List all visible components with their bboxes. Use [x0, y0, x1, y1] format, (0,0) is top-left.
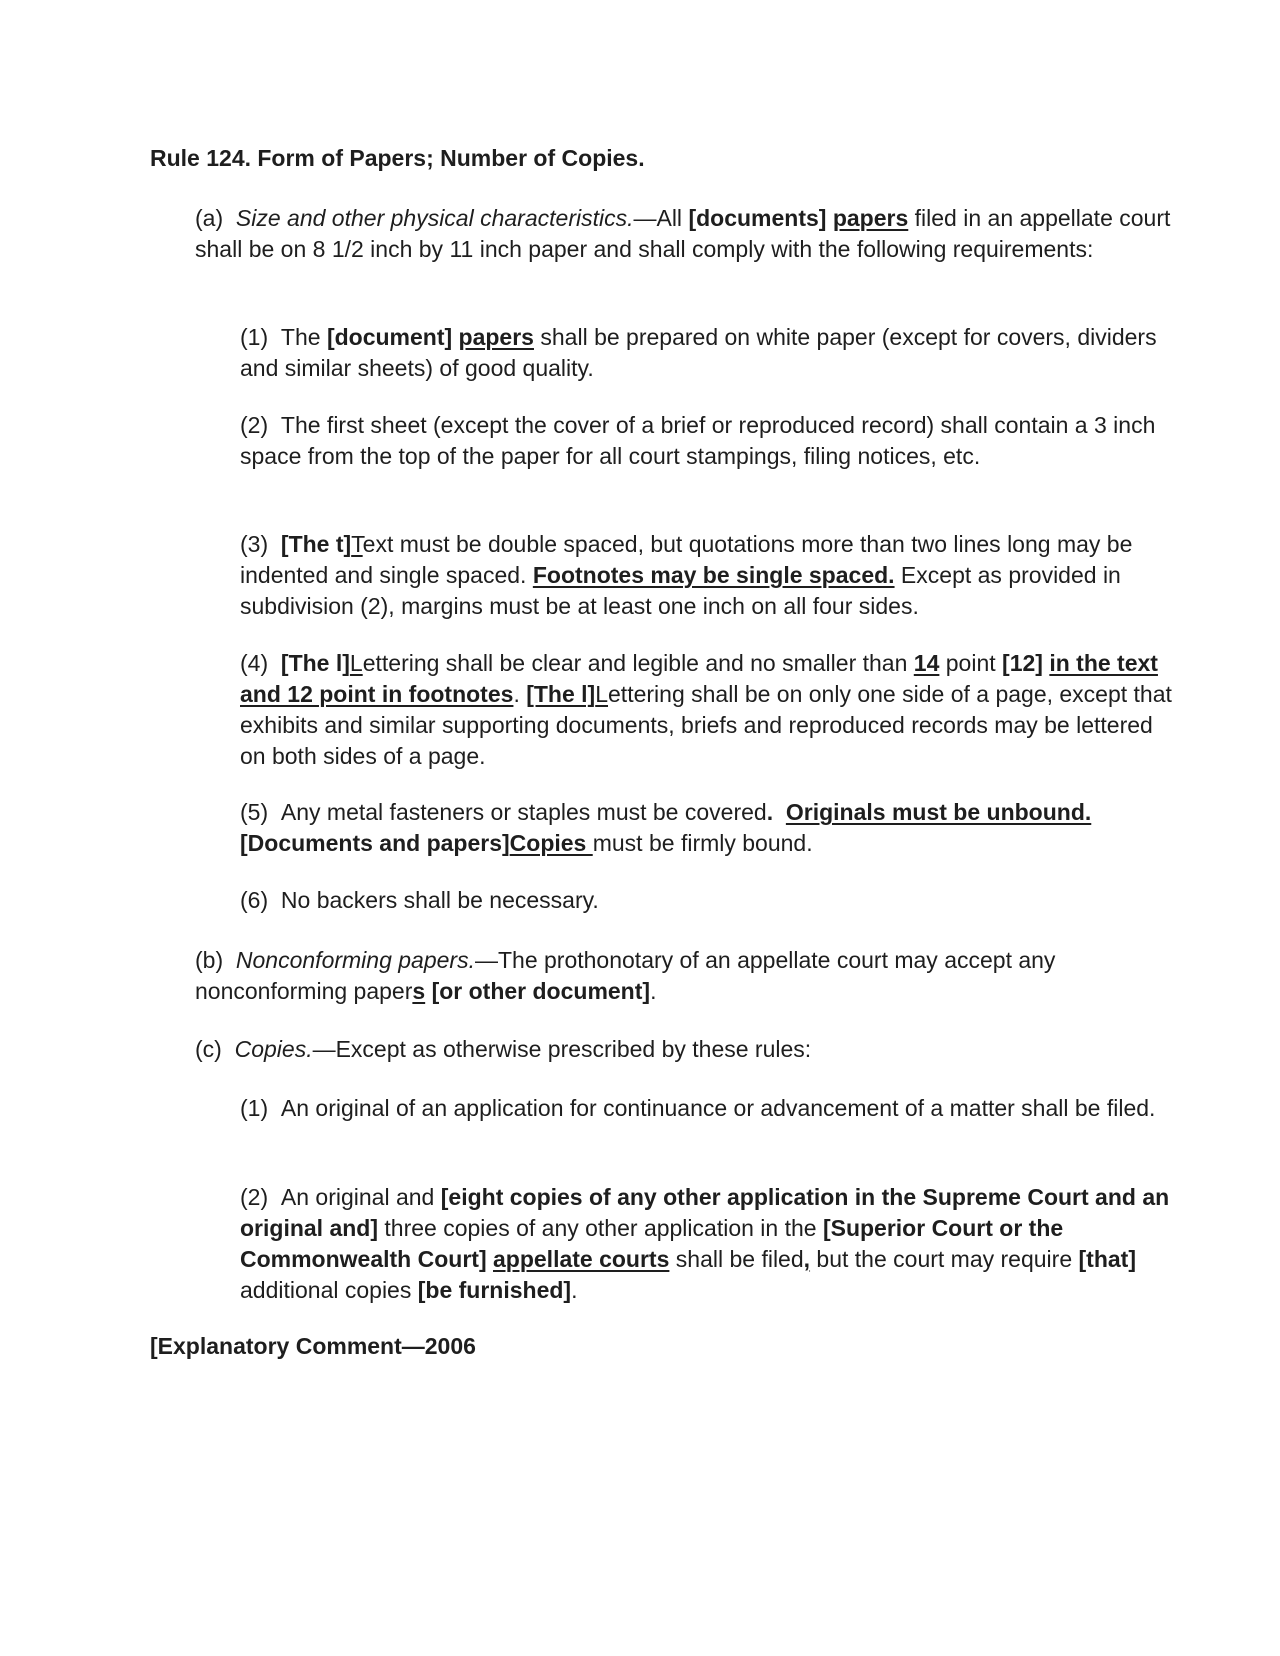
subdivision-b-heading: Nonconforming papers.: [235, 947, 475, 973]
rule-title: Rule 124. Form of Papers; Number of Copies.: [150, 145, 645, 171]
inserted-text: 14: [913, 650, 940, 676]
paragraph-a3: (3) [The t]Text must be double spaced, but quotations more than two lines long may be indented and single spaced. Footnotes may be single spaced. Except as provided in subdivision (2), margins must be at least one inch on all four sides.: [240, 531, 1133, 619]
inserted-text: T: [351, 531, 363, 557]
inserted-text: s: [412, 978, 426, 1004]
paragraph-a5: (5) Any metal fasteners or staples must be covered. Originals must be unbound. [Documents and papers]Copies must be firmly bound.: [240, 799, 1092, 856]
inserted-text: papers: [832, 205, 909, 231]
paragraph-c2: (2) An original and [eight copies of any other application in the Supreme Court and an original and] three copies of any other application in the [Superior Court or the Commonwealth Court] appellate courts shall be filed, but the court may require [that] additional copies [be furnished].: [240, 1184, 1170, 1303]
deleted-text: [be furnished]: [417, 1277, 572, 1303]
paragraph-c1: (1) An original of an application for continuance or advancement of a matter shall be filed.: [240, 1095, 1156, 1121]
subdivision-c-heading: Copies.: [234, 1036, 313, 1062]
deleted-text: [Superior Court or the Commonwealth Court]: [240, 1215, 1064, 1272]
deleted-text: [eight copies of any other application in the Supreme Court and an original and]: [240, 1184, 1170, 1241]
deleted-text: [The l]: [280, 650, 350, 676]
deleted-text: [The t]: [280, 531, 352, 557]
inserted-text: L: [349, 650, 363, 676]
subdivision-a-heading: Size and other physical characteristics.: [235, 205, 634, 231]
explanatory-comment-heading: [Explanatory Comment—2006: [150, 1333, 476, 1359]
inserted-text: in the text and 12 point in footnotes: [240, 650, 1158, 707]
inserted-text: ,: [803, 1246, 811, 1272]
deleted-text: [12]: [1002, 650, 1043, 676]
inserted-text: Copies: [509, 830, 593, 856]
paragraph-a4: (4) [The l]Lettering shall be clear and legible and no smaller than 14 point [12] in the text and 12 point in footnotes. [The l]Lettering shall be on only one side of a page, except that exhibits and similar supporting documents, briefs and reproduced records may be lettered on both sides of a page.: [240, 650, 1172, 769]
subdivision-a: (a) Size and other physical characteristics.—All [documents] papers filed in an appellate court shall be on 8 1/2 inch by 11 inch paper and shall comply with the following requirements:: [195, 205, 1171, 262]
inserted-text: papers: [458, 324, 534, 350]
inserted-text: L: [595, 681, 609, 707]
inserted-text: appellate courts: [493, 1246, 670, 1272]
deleted-text: [The l]: [526, 681, 596, 707]
subdivision-b: (b) Nonconforming papers.—The prothonotary of an appellate court may accept any nonconforming papers [or other document].: [195, 947, 1056, 1004]
deleted-text: [Documents and papers]: [240, 830, 510, 856]
deleted-text: [document]: [326, 324, 453, 350]
deleted-text: [documents]: [688, 205, 827, 231]
deleted-text: [or other document]: [431, 978, 651, 1004]
inserted-text: Footnotes may be single spaced.: [532, 562, 895, 588]
deleted-text: [that]: [1078, 1246, 1136, 1272]
paragraph-a2: (2) The first sheet (except the cover of a brief or reproduced record) shall contain a 3 inch space from the top of the paper for all court stampings, filing notices, etc.: [240, 412, 1156, 469]
inserted-text: Originals must be unbound.: [785, 799, 1092, 825]
paragraph-a1: (1) The [document] papers shall be prepared on white paper (except for covers, dividers and similar sheets) of good quality.: [240, 324, 1157, 381]
subdivision-c: (c) Copies.—Except as otherwise prescribed by these rules:: [195, 1036, 812, 1062]
paragraph-a6: (6) No backers shall be necessary.: [240, 887, 599, 913]
